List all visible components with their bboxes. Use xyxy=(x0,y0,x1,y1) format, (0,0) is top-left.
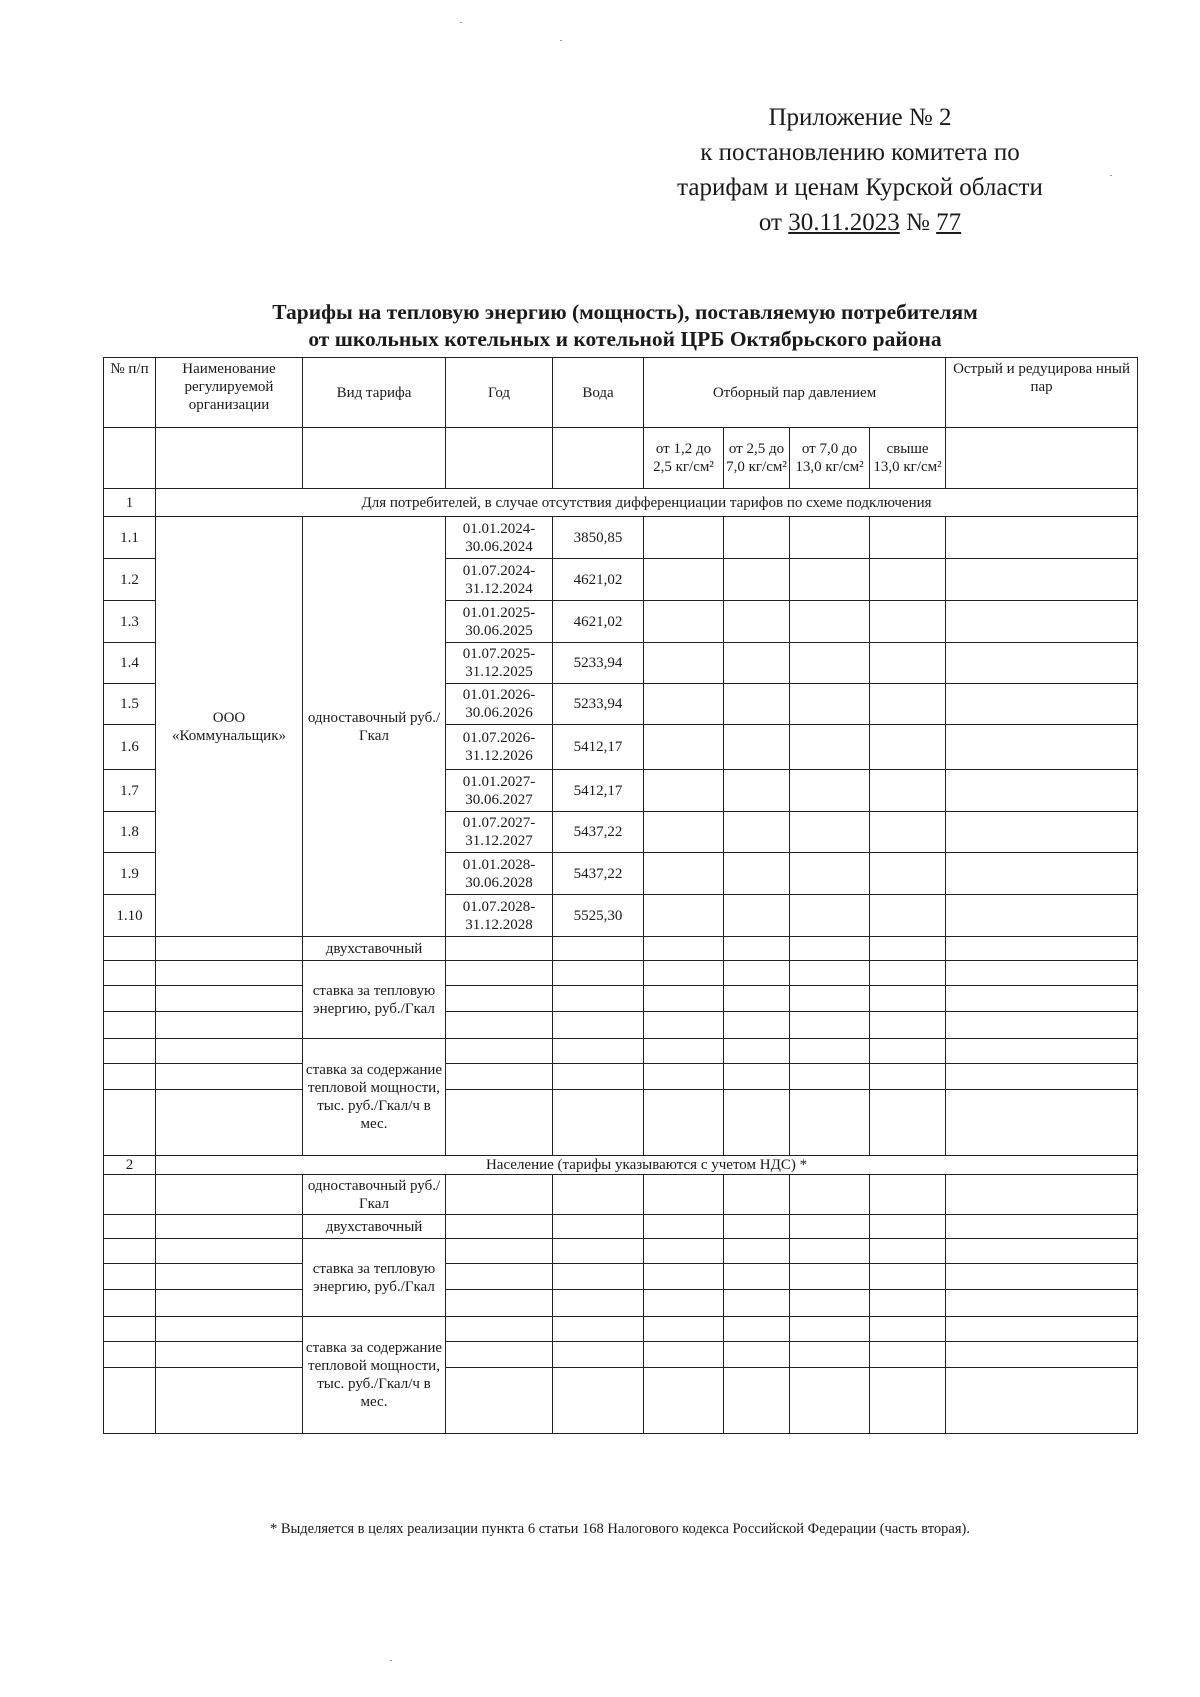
section-1-num: 1 xyxy=(104,489,156,517)
water-tariff: 4621,02 xyxy=(553,559,644,601)
section-1-energy-rate-label: ставка за тепловую энергию, руб./Гкал xyxy=(303,961,446,1039)
table-body xyxy=(104,358,1138,1434)
row-number: 1.10 xyxy=(104,895,156,937)
section-2-capacity-rate-label: ставка за содержание тепловой мощности, тыс. руб./Гкал/ч в мес. xyxy=(303,1317,446,1434)
row-number: 1.7 xyxy=(104,770,156,812)
section-2-capacity-rate-row xyxy=(104,1342,1138,1368)
water-tariff: 5412,17 xyxy=(553,770,644,812)
row-number: 1.8 xyxy=(104,812,156,853)
tariff-type: одноставочный руб./Гкал xyxy=(303,517,446,937)
period: 01.01.2027-30.06.2027 xyxy=(446,770,553,812)
section-1-energy-rate-row xyxy=(104,986,1138,1012)
header-pressure-4: свыше 13,0 кг/см² xyxy=(870,428,946,489)
water-tariff: 3850,85 xyxy=(553,517,644,559)
section-2-label: Население (тарифы указываются с учетом НДС) * xyxy=(156,1156,1138,1175)
section-2-one-part-label: одноставочный руб./Гкал xyxy=(303,1175,446,1215)
header-pressure-row xyxy=(104,428,1138,489)
header-sharp: Острый и редуцирова нный пар xyxy=(946,358,1138,428)
period: 01.01.2024-30.06.2024 xyxy=(446,517,553,559)
title-line-1: Тарифы на тепловую энергию (мощность), поставляемую потребителям xyxy=(272,300,978,324)
section-2-capacity-rate-row xyxy=(104,1368,1138,1434)
row-number: 1.6 xyxy=(104,725,156,770)
section-2-energy-rate-row xyxy=(104,1290,1138,1317)
section-1-label: Для потребителей, в случае отсутствия дифференциации тарифов по схеме подключения xyxy=(156,489,1138,517)
section-2-two-part-row xyxy=(104,1215,1138,1239)
period: 01.01.2026-30.06.2026 xyxy=(446,684,553,725)
header-year: Год xyxy=(446,358,553,428)
section-2-capacity-rate-row xyxy=(104,1317,1138,1342)
appendix-date-line xyxy=(600,205,1120,240)
table-row xyxy=(104,517,1138,559)
header-row xyxy=(104,358,1138,428)
document-number: 77 xyxy=(936,209,962,236)
header-steam: Отборный пар давлением xyxy=(644,358,946,428)
section-1-capacity-rate-label: ставка за содержание тепловой мощности, тыс. руб./Гкал/ч в мес. xyxy=(303,1039,446,1156)
date-prefix: от xyxy=(758,209,782,236)
water-tariff: 5437,22 xyxy=(553,812,644,853)
period: 01.07.2027-31.12.2027 xyxy=(446,812,553,853)
row-number: 1.4 xyxy=(104,643,156,684)
section-1-capacity-rate-row xyxy=(104,1039,1138,1064)
title-line-2: от школьных котельных и котельной ЦРБ Октябрьского района xyxy=(308,327,942,351)
appendix-line-3: тарифам и ценам Курской области xyxy=(677,174,1043,201)
section-1-capacity-rate-row xyxy=(104,1064,1138,1090)
section-1-energy-rate-row xyxy=(104,1012,1138,1039)
water-tariff: 5437,22 xyxy=(553,853,644,895)
header-pressure-3: от 7,0 до 13,0 кг/см² xyxy=(790,428,870,489)
water-tariff: 5233,94 xyxy=(553,684,644,725)
section-2-energy-rate-row xyxy=(104,1264,1138,1290)
row-number: 1.9 xyxy=(104,853,156,895)
section-1-capacity-rate-row xyxy=(104,1090,1138,1156)
section-2-energy-rate-row xyxy=(104,1239,1138,1264)
header-pressure-2: от 2,5 до 7,0 кг/см² xyxy=(724,428,790,489)
header-water: Вода xyxy=(553,358,644,428)
document-date: 30.11.2023 xyxy=(788,209,900,236)
row-number: 1.3 xyxy=(104,601,156,643)
header-num: № п/п xyxy=(104,358,156,428)
section-1-energy-rate-row xyxy=(104,961,1138,986)
water-tariff: 5525,30 xyxy=(553,895,644,937)
water-tariff: 5233,94 xyxy=(553,643,644,684)
period: 01.01.2028-30.06.2028 xyxy=(446,853,553,895)
header-pressure-1: от 1,2 до 2,5 кг/см² xyxy=(644,428,724,489)
header-type: Вид тарифа xyxy=(303,358,446,428)
period: 01.07.2028-31.12.2028 xyxy=(446,895,553,937)
number-prefix: № xyxy=(906,209,930,236)
tariff-table xyxy=(103,357,1138,1434)
organization-name: ООО «Коммунальщик» xyxy=(156,517,303,937)
header-org: Наименование регулируемой организации xyxy=(156,358,303,428)
section-1-two-part-row xyxy=(104,937,1138,961)
period: 01.07.2024-31.12.2024 xyxy=(446,559,553,601)
row-number: 1.5 xyxy=(104,684,156,725)
row-number: 1.1 xyxy=(104,517,156,559)
period: 01.07.2026-31.12.2026 xyxy=(446,725,553,770)
appendix-line-1: Приложение № 2 xyxy=(768,104,952,131)
document-title xyxy=(105,299,1145,353)
section-2-energy-rate-label: ставка за тепловую энергию, руб./Гкал xyxy=(303,1239,446,1317)
section-2-num: 2 xyxy=(104,1156,156,1175)
water-tariff: 5412,17 xyxy=(553,725,644,770)
water-tariff: 4621,02 xyxy=(553,601,644,643)
appendix-line-2: к постановлению комитета по xyxy=(700,139,1020,166)
row-number: 1.2 xyxy=(104,559,156,601)
section-2-two-part-label: двухставочный xyxy=(303,1215,446,1239)
section-1-two-part-label: двухставочный xyxy=(303,937,446,961)
period: 01.07.2025-31.12.2025 xyxy=(446,643,553,684)
appendix-header xyxy=(600,100,1120,240)
section-2-one-part-row xyxy=(104,1175,1138,1215)
section-2-row xyxy=(104,1156,1138,1175)
section-1-row xyxy=(104,489,1138,517)
period: 01.01.2025-30.06.2025 xyxy=(446,601,553,643)
footnote: * Выделяется в целях реализации пункта 6 статьи 168 Налогового кодекса Российской Федерации (часть вторая). xyxy=(270,1521,970,1537)
